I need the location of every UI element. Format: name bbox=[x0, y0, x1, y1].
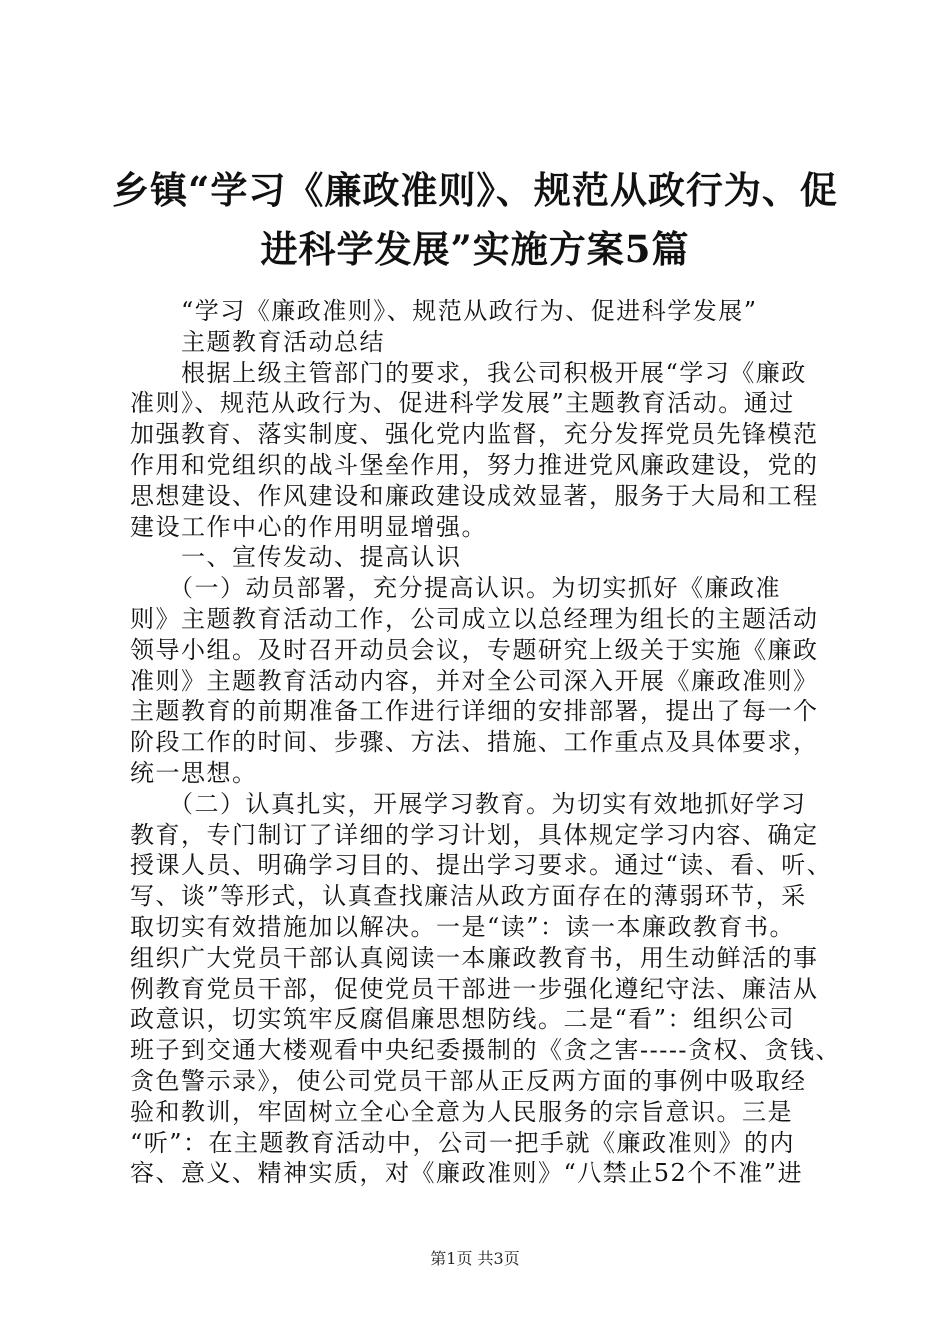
body-line: 验和教训，牢固树立全心全意为人民服务的宗旨意识。三是 bbox=[130, 1097, 793, 1126]
body-line: 主题教育活动总结 bbox=[130, 327, 385, 356]
body-line: 思想建设、作风建设和廉政建设成效显著，服务于大局和工程 bbox=[130, 481, 819, 510]
body-line: 取切实有效措施加以解决。一是“读”：读一本廉政教育书。 bbox=[130, 912, 796, 941]
body-line: （一）动员部署，充分提高认识。为切实抓好《廉政准 bbox=[130, 574, 781, 603]
body-line: 领导小组。及时召开动员会议，专题研究上级关于实施《廉政 bbox=[130, 635, 819, 664]
body-line: “听”：在主题教育活动中，公司一把手就《廉政准则》的内 bbox=[130, 1128, 796, 1157]
body-line: 班子到交通大楼观看中央纪委摄制的《贪之害-----贪权、贪钱、 bbox=[130, 1036, 842, 1065]
body-line: 根据上级主管部门的要求，我公司积极开展“学习《廉政 bbox=[130, 358, 807, 387]
body-line: 阶段工作的时间、步骤、方法、措施、工作重点及具体要求， bbox=[130, 728, 819, 757]
body-line: 例教育党员干部，促使党员干部进一步强化遵纪守法、廉洁从 bbox=[130, 974, 819, 1003]
body-line: 准则》主题教育活动内容，并对全公司深入开展《廉政准则》 bbox=[130, 666, 819, 695]
document-body bbox=[130, 296, 842, 1189]
body-line: 政意识，切实筑牢反腐倡廉思想防线。二是“看”：组织公司 bbox=[130, 1005, 796, 1034]
document-title-line-1: 乡镇“学习《廉政准则》、规范从政行为、促 bbox=[112, 168, 838, 212]
body-line: 一、宣传发动、提高认识 bbox=[130, 543, 462, 572]
body-line: 加强教育、落实制度、强化党内监督，充分发挥党员先锋模范 bbox=[130, 420, 819, 449]
body-line: 建设工作中心的作用明显增强。 bbox=[130, 512, 487, 541]
body-line: 授课人员、明确学习目的、提出学习要求。通过“读、看、听、 bbox=[130, 851, 833, 880]
body-line: “学习《廉政准则》、规范从政行为、促进科学发展” bbox=[130, 297, 758, 325]
body-line: 贪色警示录》，使公司党员干部从正反两方面的事例中吸取经 bbox=[130, 1066, 807, 1095]
body-line: （二）认真扎实，开展学习教育。为切实有效地抓好学习 bbox=[130, 789, 807, 818]
body-line: 准则》、规范从政行为、促进科学发展”主题教育活动。通过 bbox=[130, 389, 795, 418]
page-footer: 第1页 共3页 bbox=[430, 1249, 520, 1268]
body-line: 写、谈”等形式，认真查找廉洁从政方面存在的薄弱环节，采 bbox=[130, 882, 807, 911]
body-line: 主题教育的前期准备工作进行详细的安排部署，提出了每一个 bbox=[130, 697, 819, 726]
body-line: 作用和党组织的战斗堡垒作用，努力推进党风廉政建设，党的 bbox=[130, 450, 819, 479]
body-line: 教育，专门制订了详细的学习计划，具体规定学习内容、确定 bbox=[130, 820, 819, 849]
document-title-line-2: 进科学发展”实施方案5篇 bbox=[260, 227, 690, 271]
body-line: 组织广大党员干部认真阅读一本廉政教育书，用生动鲜活的事 bbox=[130, 943, 819, 972]
body-line: 容、意义、精神实质，对《廉政准则》“八禁止52个不准”进 bbox=[130, 1159, 804, 1188]
body-line: 则》主题教育活动工作，公司成立以总经理为组长的主题活动 bbox=[130, 604, 819, 633]
body-line: 统一思想。 bbox=[130, 758, 258, 787]
